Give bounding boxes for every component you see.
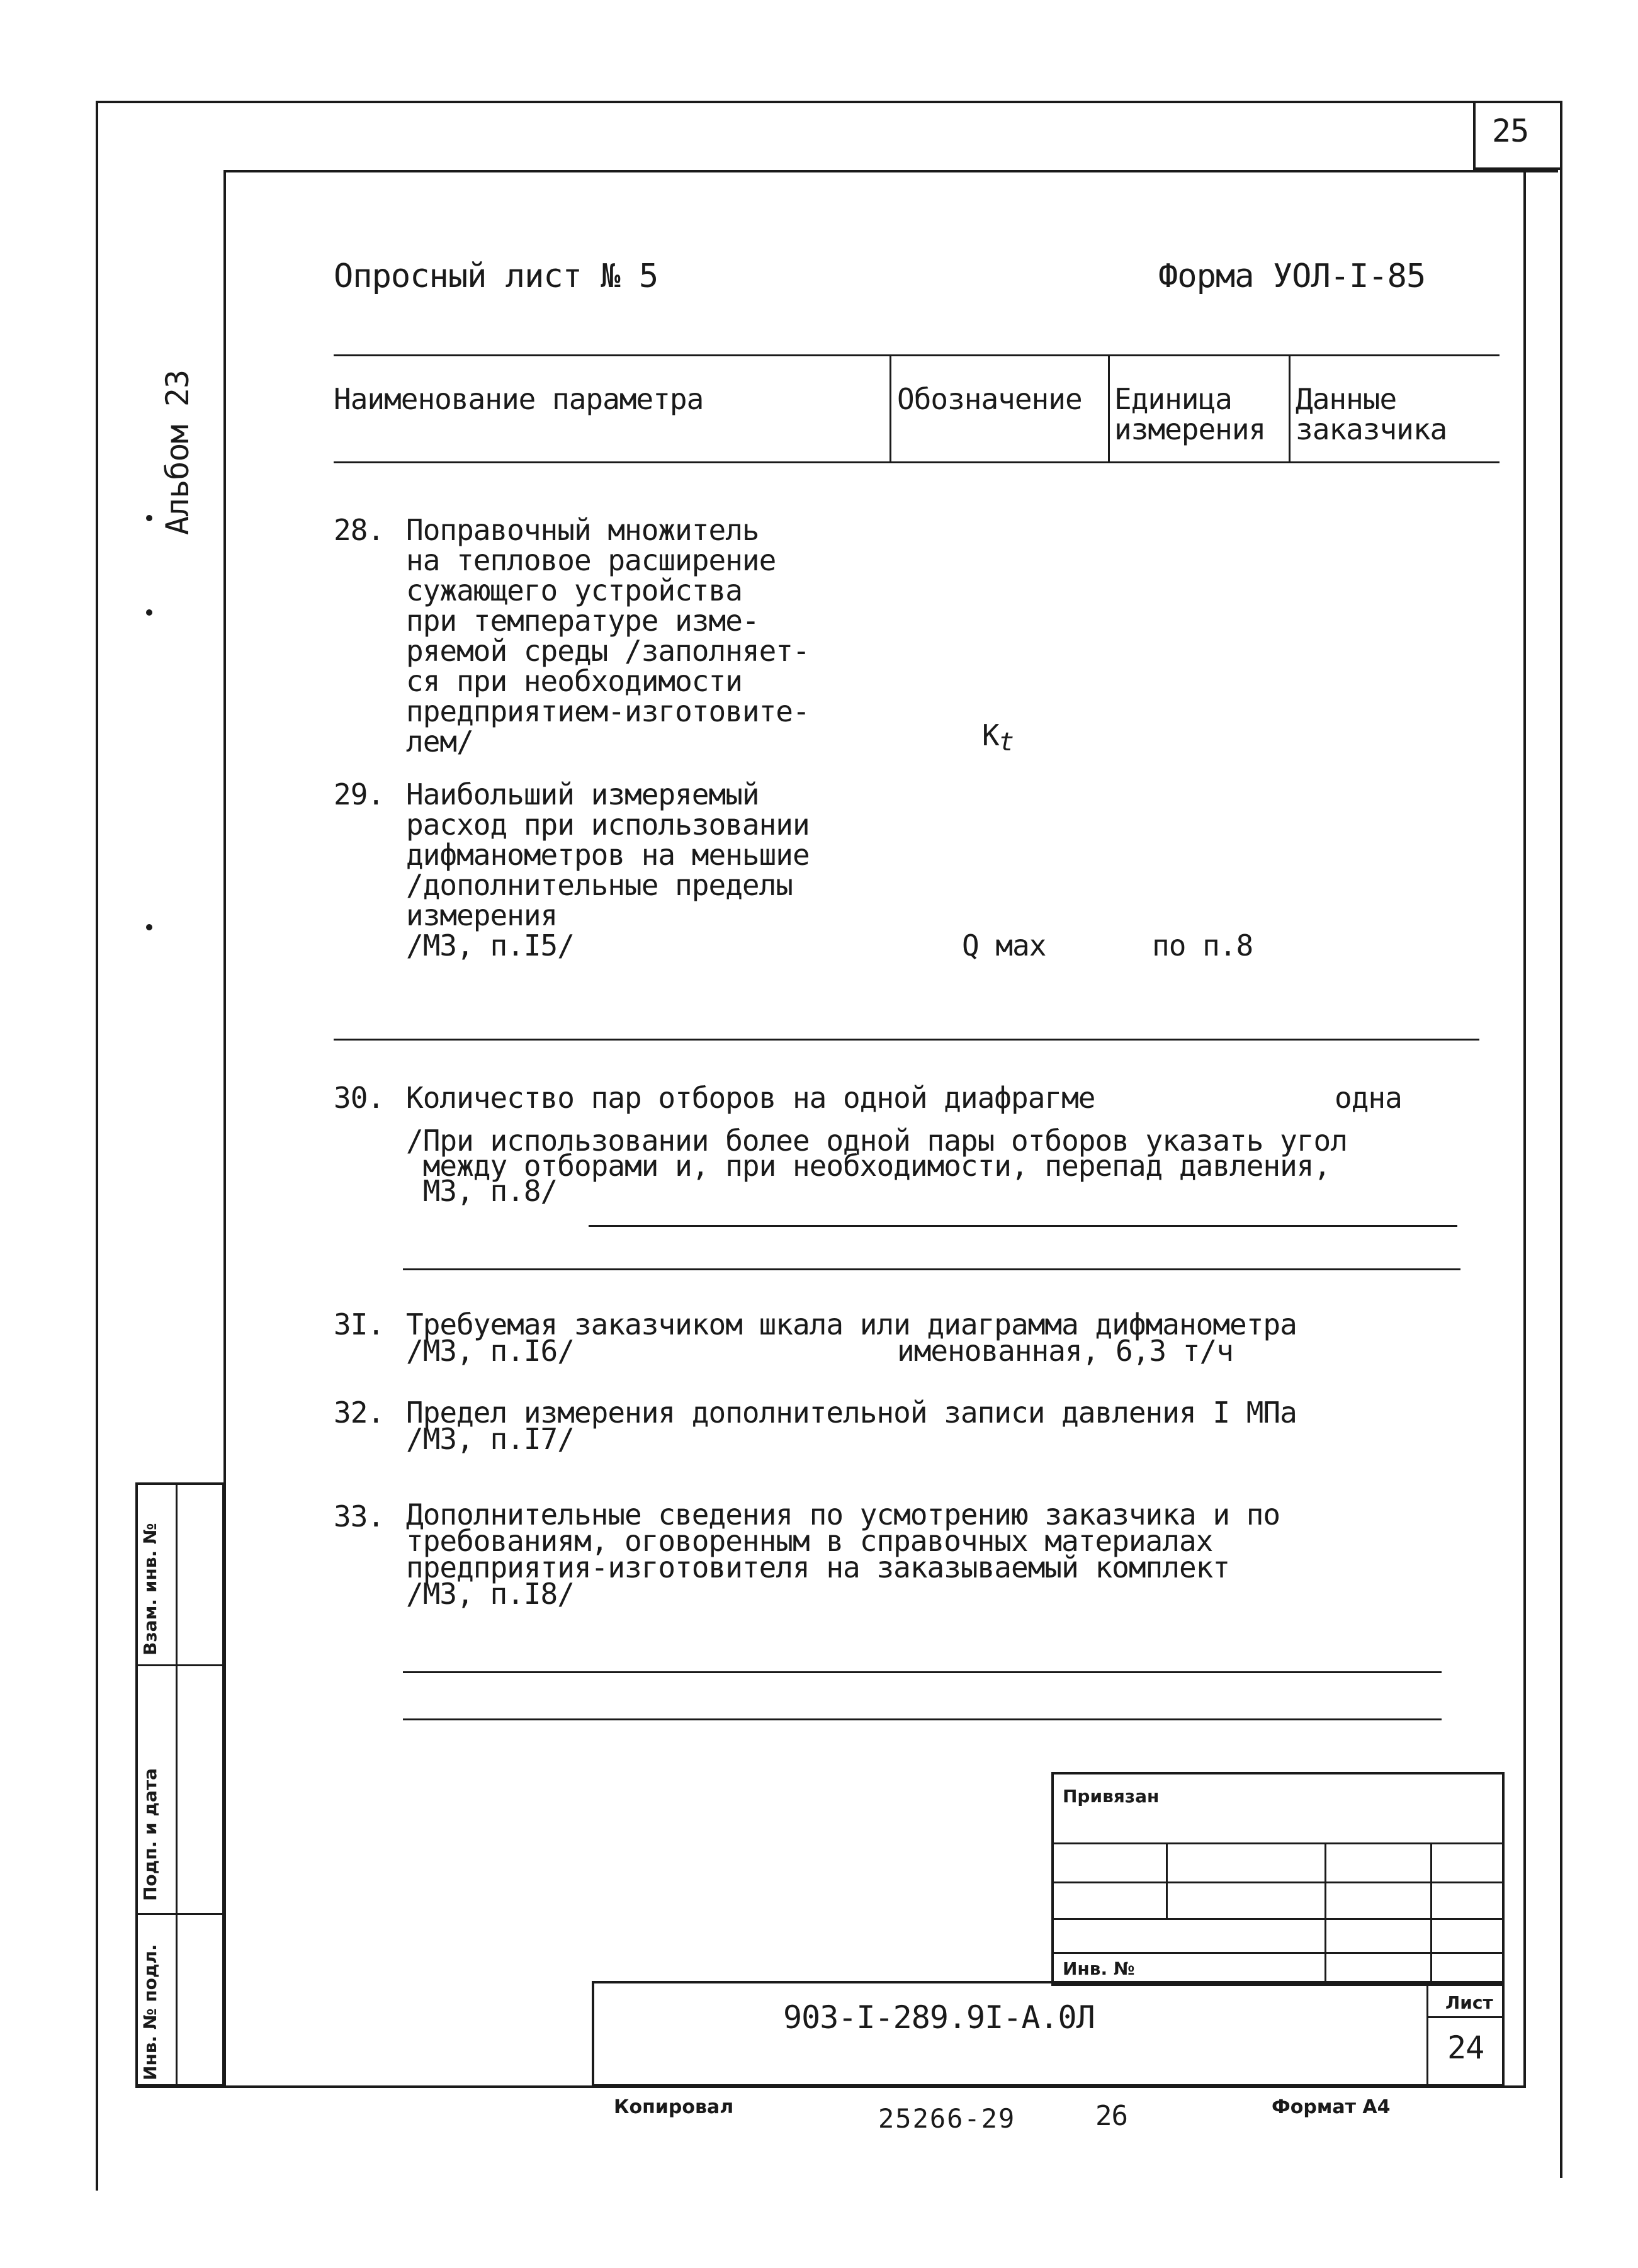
frame-left-outer bbox=[96, 101, 98, 2191]
stamp-inv-no: Инв. № bbox=[1063, 1958, 1135, 1979]
item-29-value: по п.8 bbox=[1152, 928, 1253, 962]
frame-top-outer bbox=[96, 101, 1562, 103]
column-header-parameter: Наименование параметра bbox=[334, 382, 704, 416]
item-32-line2: /МЗ, п.I7/ bbox=[406, 1422, 574, 1456]
page-corner-box bbox=[1473, 101, 1561, 170]
side-stamp-rule-1 bbox=[138, 1664, 222, 1666]
stamp-row-rule-4 bbox=[1054, 1952, 1502, 1954]
album-label: Альбом 23 bbox=[159, 370, 196, 535]
item-33-fill-line-1 bbox=[403, 1671, 1442, 1673]
stamp-col-rule-2 bbox=[1325, 1842, 1326, 1986]
item-30-text: /При использовании более одной пары отборов указать угол между отборами и, при необходимости, перепад давления, МЗ, п.8/ bbox=[406, 1124, 1347, 1208]
list-number: 24 bbox=[1447, 2029, 1484, 2066]
item-33-fill-line-2 bbox=[403, 1718, 1442, 1720]
item-30-value: одна bbox=[1335, 1081, 1402, 1115]
table-header-divider-3 bbox=[1289, 354, 1291, 463]
side-stamp-rule-2 bbox=[138, 1913, 222, 1915]
item-30-fill-line bbox=[589, 1225, 1457, 1227]
margin-dot bbox=[146, 924, 152, 930]
item-31-number: 3I. bbox=[334, 1307, 385, 1341]
item-32-line1: Предел измерения дополнительной записи давления I МПа bbox=[406, 1396, 1297, 1430]
footer-format: Формат А4 bbox=[1272, 2096, 1391, 2118]
item-30-number: 30. bbox=[334, 1081, 385, 1115]
stamp-row-rule-1 bbox=[1054, 1842, 1502, 1844]
item-33-number: 33. bbox=[334, 1499, 385, 1533]
item-29-text: Наибольший измеряемый расход при использовании дифманометров на меньшие /дополнительные пределы измерения /МЗ, п.I5/ bbox=[406, 777, 810, 962]
item-31-line2: /МЗ, п.I6/ bbox=[406, 1334, 574, 1368]
section-divider-1 bbox=[334, 1039, 1479, 1041]
form-code: Форма УОЛ-I-85 bbox=[1158, 257, 1426, 295]
document-code: 903-I-289.9I-A.0Л bbox=[783, 1999, 1095, 2036]
title-block-lower bbox=[592, 1981, 1505, 2087]
item-28-number: 28. bbox=[334, 513, 385, 547]
item-33-text: Дополнительные сведения по усмотрению заказчика и по требованиям, оговоренным в справочных материалах предприятия-изготовителя на заказываемый комплект /МЗ, п.I8/ bbox=[406, 1498, 1280, 1611]
table-header-divider-2 bbox=[1108, 354, 1110, 463]
side-stamp-divider bbox=[176, 1485, 178, 2084]
item-31-line1: Требуемая заказчиком шкала или диаграмма дифманометра bbox=[406, 1307, 1297, 1341]
column-header-customer-line1: Данные bbox=[1296, 382, 1397, 416]
item-28-symbol-main: K bbox=[982, 718, 999, 752]
frame-right-outer bbox=[1560, 101, 1562, 2178]
column-header-designation: Обозначение bbox=[897, 382, 1082, 416]
footer-code: 25266-29 bbox=[878, 2103, 1016, 2134]
stamp-col-rule-1 bbox=[1166, 1842, 1168, 1918]
page-corner-number: 25 bbox=[1492, 113, 1529, 149]
item-31-value: именованная, 6,3 т/ч bbox=[897, 1334, 1233, 1368]
stamp-row-rule-2 bbox=[1054, 1882, 1502, 1883]
list-cell-divider bbox=[1426, 1983, 1428, 2084]
margin-dot bbox=[146, 515, 152, 521]
footer-kopiroval: Копировал bbox=[614, 2096, 734, 2118]
table-header-top-rule bbox=[334, 354, 1500, 356]
list-label: Лист bbox=[1445, 1992, 1493, 2013]
item-30-fill-line-2 bbox=[403, 1268, 1460, 1270]
stamp-col-rule-3 bbox=[1430, 1842, 1432, 1986]
list-cell-rule bbox=[1426, 2016, 1502, 2018]
item-32-number: 32. bbox=[334, 1396, 385, 1430]
frame-right-inner bbox=[1523, 170, 1526, 2087]
side-stamp-vzam-inv: Взам. инв. № bbox=[140, 1523, 161, 1656]
column-header-unit-line2: измерения bbox=[1114, 412, 1266, 446]
item-29-number: 29. bbox=[334, 777, 385, 811]
frame-top-inner bbox=[223, 170, 1558, 172]
stamp-row-rule-3 bbox=[1054, 1918, 1502, 1920]
table-header-bottom-rule bbox=[334, 461, 1500, 463]
item-30-line1: Количество пар отборов на одной диафрагме bbox=[406, 1081, 1095, 1115]
column-header-customer-line2: заказчика bbox=[1296, 412, 1447, 446]
side-stamp-podp-data: Подп. и дата bbox=[140, 1768, 161, 1901]
stamp-privyazan: Привязан bbox=[1063, 1786, 1160, 1807]
margin-dot bbox=[146, 609, 152, 616]
column-header-unit-line1: Единица bbox=[1114, 382, 1232, 416]
item-28-text: Поправочный множитель на тепловое расширение сужающего устройства при температуре изме- ряемой среды /заполняет- ся при необходимости предприятием-изготовите- лем/ bbox=[406, 513, 810, 759]
item-29-symbol: Q мах bbox=[962, 928, 1046, 962]
page-title: Опросный лист № 5 bbox=[334, 257, 658, 295]
footer-page: 26 bbox=[1095, 2100, 1127, 2132]
item-28-symbol bbox=[982, 718, 1014, 757]
side-stamp-inv-podl: Инв. № подл. bbox=[140, 1944, 161, 2080]
item-28-symbol-sub: t bbox=[998, 728, 1014, 757]
title-block-upper bbox=[1051, 1772, 1505, 1986]
table-header-divider-1 bbox=[890, 354, 891, 463]
